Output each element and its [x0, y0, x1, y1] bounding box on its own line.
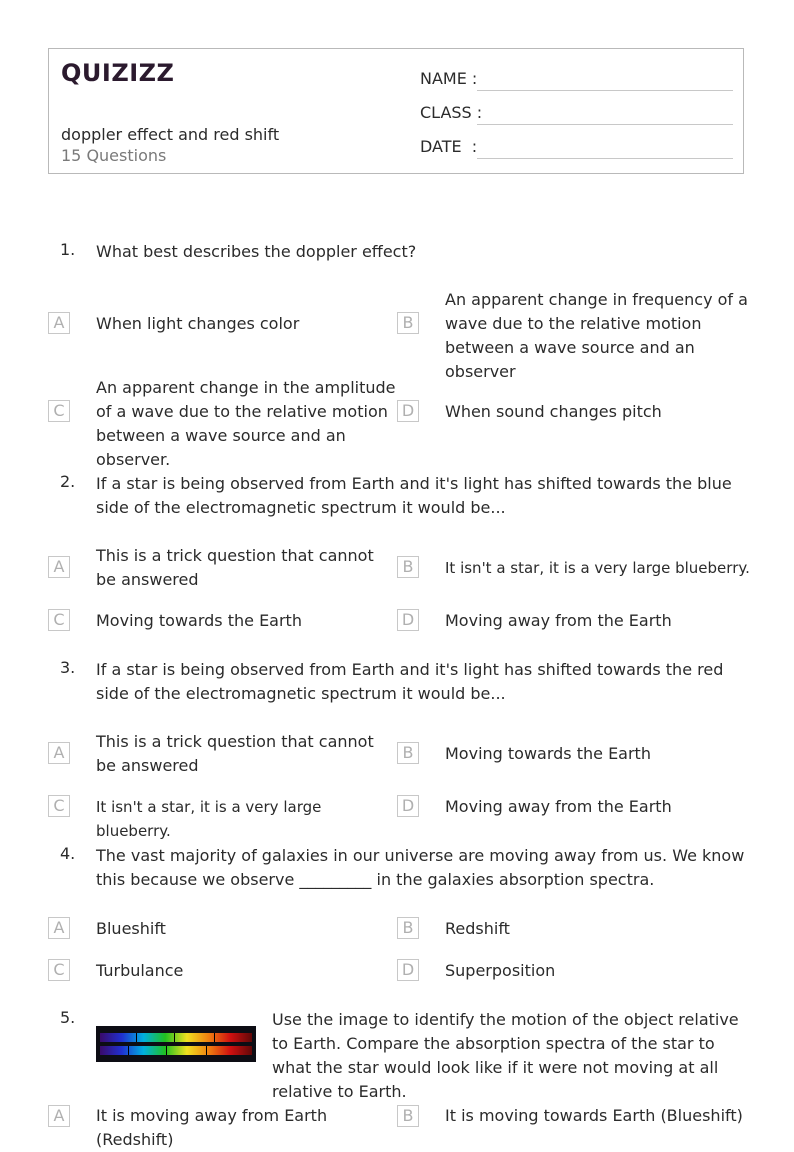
option-letter[interactable]: B — [397, 556, 419, 578]
option-letter[interactable]: D — [397, 795, 419, 817]
option-text: Redshift — [445, 919, 510, 938]
option-letter[interactable]: D — [397, 959, 419, 981]
quizizz-logo: QUIZIZZ — [61, 59, 175, 87]
option-text: It isn't a star, it is a very large blueberry. — [96, 798, 322, 840]
class-line[interactable] — [477, 124, 733, 125]
option-text: An apparent change in the amplitude of a wave due to the relative motion between a wave source and an observer. — [96, 378, 396, 469]
question-number: 2. — [60, 472, 76, 491]
date-field[interactable] — [420, 135, 733, 159]
absorption-line — [174, 1033, 175, 1042]
option-letter[interactable]: C — [48, 609, 70, 631]
question-number: 4. — [60, 844, 76, 863]
option-text: Superposition — [445, 961, 556, 980]
spectrum-image — [96, 1026, 256, 1062]
option-text: Turbulance — [96, 961, 184, 980]
option-text: It is moving towards Earth (Blueshift) — [445, 1106, 743, 1125]
date-line[interactable] — [477, 158, 733, 159]
option-letter[interactable]: C — [48, 959, 70, 981]
absorption-line — [136, 1033, 137, 1042]
option-text: Moving towards the Earth — [445, 744, 651, 763]
question-text: If a star is being observed from Earth and it's light has shifted towards the blue side of the electromagnetic spectrum it would be... — [96, 474, 732, 517]
question-text: The vast majority of galaxies in our universe are moving away from us. We know this because we observe _________ in the galaxies absorption spectra. — [96, 846, 745, 889]
question-text: If a star is being observed from Earth and it's light has shifted towards the red side of the electromagnetic spectrum it would be... — [96, 660, 724, 703]
option-letter[interactable]: D — [397, 609, 419, 631]
option-letter[interactable]: C — [48, 400, 70, 422]
option-text: It isn't a star, it is a very large blueberry. — [445, 559, 750, 577]
option-text: When light changes color — [96, 314, 300, 333]
absorption-line — [214, 1033, 215, 1042]
name-label: NAME : — [420, 69, 478, 88]
option-text: It is moving away from Earth (Redshift) — [96, 1106, 328, 1149]
option-text: Moving towards the Earth — [96, 611, 302, 630]
absorption-line — [128, 1046, 129, 1055]
question-number: 3. — [60, 658, 76, 677]
question-text: Use the image to identify the motion of the object relative to Earth. Compare the absorption spectra of the star to what the star would look like if it were not moving at all relative to Earth. — [272, 1010, 739, 1101]
option-text: Moving away from the Earth — [445, 797, 672, 816]
option-letter[interactable]: B — [397, 917, 419, 939]
option-text: This is a trick question that cannot be answered — [96, 732, 374, 775]
class-field[interactable] — [420, 101, 733, 125]
option-letter[interactable]: A — [48, 312, 70, 334]
option-letter[interactable]: A — [48, 917, 70, 939]
option-text: This is a trick question that cannot be answered — [96, 546, 374, 589]
question-number: 1. — [60, 240, 76, 259]
option-letter[interactable]: A — [48, 556, 70, 578]
question-number: 5. — [60, 1008, 76, 1027]
absorption-line — [166, 1046, 167, 1055]
star-spectrum-band — [100, 1033, 252, 1042]
option-letter[interactable]: A — [48, 1105, 70, 1127]
absorption-line — [206, 1046, 207, 1055]
option-text: An apparent change in frequency of a wave due to the relative motion between a wave source and an observer — [445, 290, 748, 381]
option-letter[interactable]: B — [397, 742, 419, 764]
question-text: What best describes the doppler effect? — [96, 242, 417, 261]
reference-spectrum-band — [100, 1046, 252, 1055]
worksheet-title: doppler effect and red shift — [61, 125, 280, 144]
option-letter[interactable]: C — [48, 795, 70, 817]
name-line[interactable] — [477, 90, 733, 91]
name-field[interactable] — [420, 67, 733, 91]
date-label: DATE : — [420, 137, 478, 156]
option-text: Moving away from the Earth — [445, 611, 672, 630]
option-letter[interactable]: B — [397, 1105, 419, 1127]
option-letter[interactable]: D — [397, 400, 419, 422]
option-text: Blueshift — [96, 919, 166, 938]
class-label: CLASS : — [420, 103, 483, 122]
question-count: 15 Questions — [61, 146, 167, 165]
option-letter[interactable]: B — [397, 312, 419, 334]
worksheet-header — [48, 48, 744, 174]
option-letter[interactable]: A — [48, 742, 70, 764]
option-text: When sound changes pitch — [445, 402, 662, 421]
